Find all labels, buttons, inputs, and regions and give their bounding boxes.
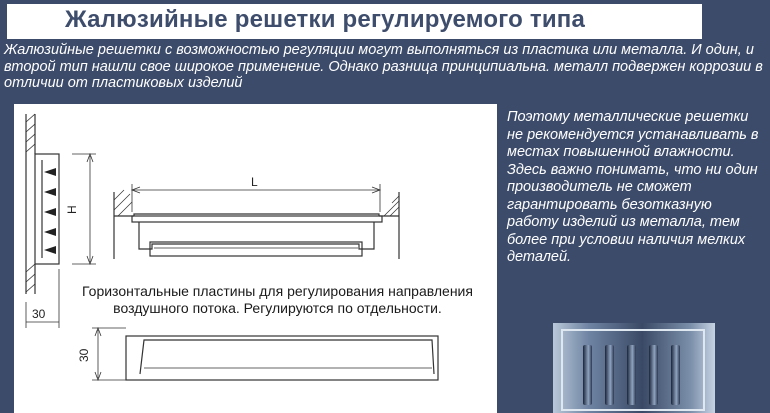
photo-slat [671, 345, 680, 405]
slide-title: Жалюзийные решетки регулируемого типа [65, 6, 586, 33]
side-paragraph: Поэтому металлические решетки не рекомендуется устанавливать в местах повышенной влажности. Здесь важно понимать, что ни один производитель не сможет гарантировать безотказную работу изделий из металла, тем более при условии наличия мелких деталей. [507, 109, 759, 265]
drawing-caption: Горизонтальные пластины для регулирования направления воздушного потока. Регулируются по отдельности. [82, 283, 473, 316]
photo-slat [627, 345, 636, 405]
drawing-svg [14, 104, 497, 413]
photo-slat [649, 345, 658, 405]
dimension-label-H: H [65, 205, 79, 214]
grille-profile [126, 336, 438, 380]
grille-photo [553, 323, 715, 413]
intro-paragraph: Жалюзийные решетки с возможностью регуляции могут выполняться из пластика или металла. И один, и второй тип нашли свое широкое применение. Однако разница принципиальна. металл подвержен коррозии в отличии от пластиковых изделий [4, 42, 763, 91]
dimension-label-30-bottom: 30 [32, 307, 46, 321]
title-bar [7, 4, 702, 39]
dimension-label-30-side: 30 [77, 348, 91, 362]
dimension-label-L: L [251, 175, 258, 189]
technical-drawing [14, 104, 497, 413]
photo-slat [583, 345, 592, 405]
photo-slat [605, 345, 614, 405]
